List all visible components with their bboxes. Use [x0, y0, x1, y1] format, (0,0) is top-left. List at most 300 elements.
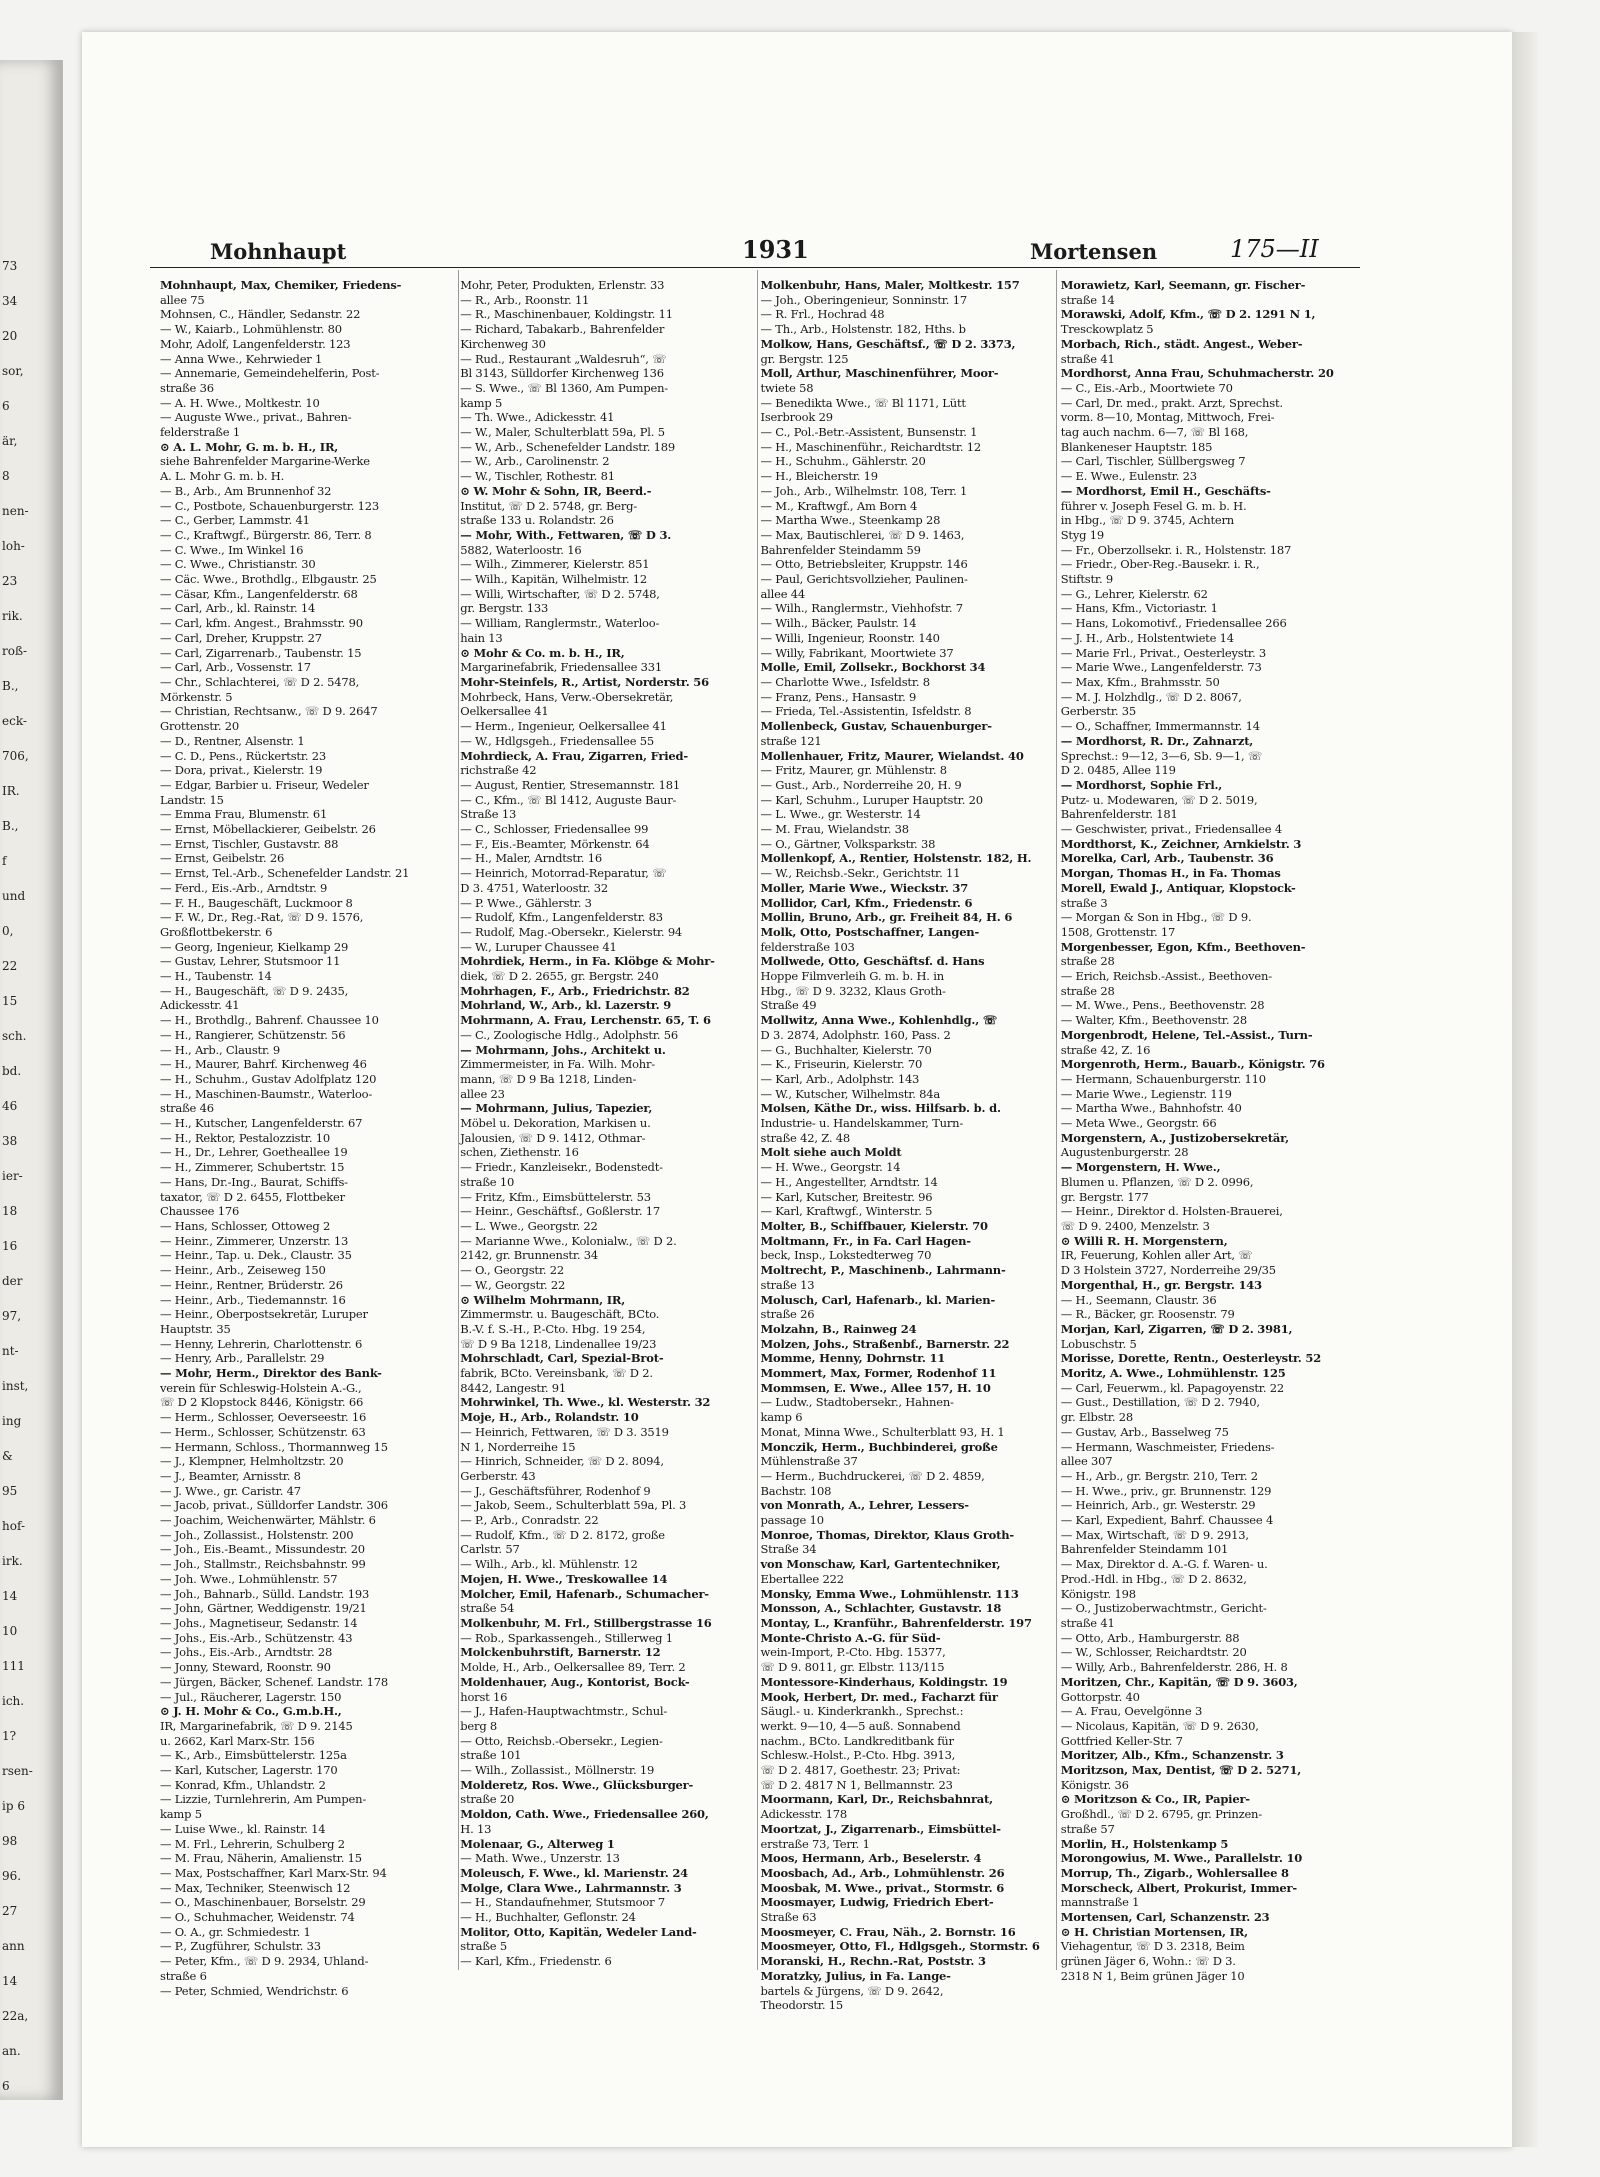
left-page-fragment: är,	[2, 434, 18, 448]
directory-entry: Mollwede, Otto, Geschäftsf. d. Hans	[760, 954, 985, 969]
left-page-fragment: 16	[2, 1239, 18, 1253]
directory-entry: A. L. Mohr G. m. b. H.	[160, 469, 285, 484]
directory-entry: in Hbg., ☏ D 9. 3745, Achtern	[1060, 513, 1235, 528]
directory-entry: — Wilh., Bäcker, Paulstr. 14	[760, 616, 917, 631]
directory-entry: Institut, ☏ D 2. 5748, gr. Berg-	[460, 498, 637, 513]
directory-entry: Molkenbuhr, Hans, Maler, Moltkestr. 157	[760, 278, 1020, 292]
directory-entry: — Rudolf, Mag.-Obersekr., Kielerstr. 94	[460, 924, 683, 939]
directory-entry: Mojen, H. Wwe., Treskowallee 14	[460, 1571, 668, 1586]
column-2	[460, 278, 754, 1978]
directory-entry: Moritzen, Chr., Kapitän, ☏ D 9. 3603,	[1060, 1674, 1298, 1689]
column-1	[160, 278, 454, 1998]
directory-entry: — Gustav, Arb., Basselweg 75	[1060, 1424, 1229, 1439]
directory-entry: Moltmann, Fr., in Fa. Carl Hagen-	[760, 1233, 971, 1248]
directory-entry: Molge, Clara Wwe., Lahrmannstr. 3	[460, 1880, 682, 1895]
directory-entry: — Mordhorst, Sophie Frl.,	[1060, 777, 1223, 792]
directory-entry: Morelka, Carl, Arb., Taubenstr. 36	[1060, 851, 1274, 866]
directory-entry: — Fr., Oberzollsekr. i. R., Holstenstr. 187	[1060, 542, 1292, 557]
directory-entry: Grottenstr. 20	[160, 719, 239, 734]
directory-entry: B.-V. f. S.-H., P.-Cto. Hbg. 19 254,	[460, 1321, 646, 1336]
directory-entry: Zimmermeister, in Fa. Wilh. Mohr-	[460, 1057, 655, 1072]
directory-entry: Mühlenstraße 37	[760, 1454, 858, 1469]
left-page-fragment: 10	[2, 1624, 18, 1638]
directory-entry: straße 20	[460, 1792, 515, 1807]
directory-entry: Moratzky, Julius, in Fa. Lange-	[760, 1968, 951, 1983]
directory-entry: straße 5	[460, 1939, 507, 1954]
directory-entry: — Herm., Buchdruckerei, ☏ D 2. 4859,	[760, 1468, 985, 1483]
directory-entry: — Wilh., Kapitän, Wilhelmistr. 12	[460, 572, 647, 587]
directory-entry: — H., Maurer, Bahrf. Kirchenweg 46	[160, 1057, 367, 1072]
page-header	[150, 233, 1360, 268]
directory-entry: Morell, Ewald J., Antiquar, Klopstock-	[1060, 880, 1296, 895]
directory-entry: — H., Angestellter, Arndtstr. 14	[760, 1174, 938, 1189]
directory-entry: Bahrenfelder Steindamm 59	[760, 542, 921, 557]
left-page-fragment: hof-	[2, 1519, 26, 1533]
directory-entry: — C., Eis.-Arb., Moortwiete 70	[1060, 380, 1233, 395]
directory-entry: — L. Wwe., gr. Westerstr. 14	[760, 807, 921, 822]
directory-entry: — Carl, Feuerwm., kl. Papagoyenstr. 22	[1060, 1380, 1284, 1395]
directory-entry: — Jacob, privat., Sülldorfer Landstr. 306	[160, 1498, 388, 1513]
directory-entry: — B., Arb., Am Brunnenhof 32	[160, 483, 332, 498]
directory-entry: Moll, Arthur, Maschinenführer, Moor-	[760, 366, 999, 381]
directory-entry: — Gust., Destillation, ☏ D 2. 7940,	[1060, 1395, 1260, 1410]
directory-entry: — H., Seemann, Claustr. 36	[1060, 1292, 1217, 1307]
directory-entry: straße 41	[1060, 1615, 1115, 1630]
directory-entry: Säugl.- u. Kinderkrankh., Sprechst.:	[760, 1704, 964, 1719]
directory-entry: — Peter, Kfm., ☏ D 9. 2934, Uhland-	[160, 1954, 369, 1969]
directory-entry: — Mohrmann, Julius, Tapezier,	[460, 1101, 653, 1116]
directory-entry: — Henry, Arb., Parallelstr. 29	[160, 1351, 325, 1366]
directory-entry: Morgan, Thomas H., in Fa. Thomas	[1060, 866, 1281, 881]
directory-entry: straße 57	[1060, 1821, 1115, 1836]
directory-entry: straße 13	[760, 1277, 815, 1292]
directory-entry: Morgenbesser, Egon, Kfm., Beethoven-	[1060, 939, 1306, 954]
directory-entry: — Heinr., Tap. u. Dek., Claustr. 35	[160, 1248, 352, 1263]
directory-entry: — O., Justizoberwachtmstr., Gericht-	[1060, 1601, 1267, 1616]
directory-entry: Molk, Otto, Postschaffner, Langen-	[760, 924, 980, 939]
directory-entry: Morisse, Dorette, Rentn., Oesterleystr. 52	[1060, 1351, 1321, 1366]
directory-entry: — W., Georgstr. 22	[460, 1277, 566, 1292]
directory-entry: straße 26	[760, 1307, 815, 1322]
directory-entry: — Hans, Lokomotivf., Friedensallee 266	[1060, 616, 1287, 631]
directory-entry: Margarinefabrik, Friedensallee 331	[460, 660, 662, 675]
directory-entry: Molkow, Hans, Geschäftsf., ☏ D 2. 3373,	[760, 336, 1016, 351]
directory-entry: richstraße 42	[460, 763, 537, 778]
left-page-fragment: 111	[2, 1659, 25, 1673]
directory-entry: Hauptstr. 35	[160, 1321, 231, 1336]
directory-entry: Molt siehe auch Moldt	[760, 1145, 902, 1160]
directory-entry: Moosmeyer, C. Frau, Näh., 2. Bornstr. 16	[760, 1924, 1016, 1939]
directory-entry: — Wilh., Zimmerer, Kielerstr. 851	[460, 557, 650, 572]
left-page-fragment: rik.	[2, 609, 23, 623]
left-page-fragment: ing	[2, 1414, 22, 1428]
directory-entry: vorm. 8—10, Montag, Mittwoch, Frei-	[1060, 410, 1275, 425]
directory-entry: — Marie Frl., Privat., Oesterleystr. 3	[1060, 645, 1266, 660]
directory-entry: Moritz, A. Wwe., Lohmühlenstr. 125	[1060, 1366, 1286, 1381]
left-page-fragment: 6	[2, 399, 10, 413]
left-page-fragment: eck-	[2, 714, 27, 728]
directory-entry: — K., Arb., Eimsbüttelerstr. 125a	[160, 1748, 347, 1763]
directory-entry: H. 13	[460, 1821, 492, 1836]
left-page-fragment: 8	[2, 469, 10, 483]
directory-entry: — C., Kraftwgf., Bürgerstr. 86, Terr. 8	[160, 527, 372, 542]
directory-entry: — Max, Wirtschaft, ☏ D 9. 2913,	[1060, 1527, 1249, 1542]
directory-entry: Monczik, Herm., Buchbinderei, große	[760, 1439, 998, 1454]
directory-entry: — Walter, Kfm., Beethovenstr. 28	[1060, 1013, 1247, 1028]
directory-entry: — C., Zoologische Hdlg., Adolphstr. 56	[460, 1027, 678, 1042]
directory-entry: — Hinrich, Schneider, ☏ D 2. 8094,	[460, 1454, 664, 1469]
left-page-fragment: 38	[2, 1134, 18, 1148]
directory-entry: Hbg., ☏ D 9. 3232, Klaus Groth-	[760, 983, 946, 998]
directory-entry: gr. Elbstr. 28	[1060, 1410, 1133, 1425]
left-page-fragment: loh-	[2, 539, 25, 553]
directory-entry: — Meta Wwe., Georgstr. 66	[1060, 1116, 1217, 1131]
directory-entry: tag auch nachm. 6—7, ☏ Bl 168,	[1060, 425, 1249, 440]
directory-entry: — W., Schlosser, Reichardtstr. 20	[1060, 1645, 1247, 1660]
directory-entry: erstraße 73, Terr. 1	[760, 1836, 870, 1851]
directory-entry: — Joh., Zollassist., Holstenstr. 200	[160, 1527, 354, 1542]
directory-entry: Molcher, Emil, Hafenarb., Schumacher-	[460, 1586, 709, 1601]
directory-entry: kamp 6	[760, 1410, 803, 1425]
directory-entry: straße 121	[760, 733, 822, 748]
directory-entry: — Karl, Expedient, Bahrf. Chaussee 4	[1060, 1513, 1274, 1528]
directory-entry: Molle, Emil, Zollsekr., Bockhorst 34	[760, 660, 986, 675]
directory-entry: — Willi, Ingenieur, Roonstr. 140	[760, 630, 940, 645]
directory-entry: Styg 19	[1060, 527, 1104, 542]
directory-entry: — Ludw., Stadtobersekr., Hahnen-	[760, 1395, 954, 1410]
directory-entry: — Heinr., Arb., Tiedemannstr. 16	[160, 1292, 346, 1307]
directory-entry: — Willi, Wirtschafter, ☏ D 2. 5748,	[460, 586, 660, 601]
directory-entry: — Heinr., Arb., Zeiseweg 150	[160, 1263, 326, 1278]
column-3	[760, 278, 1055, 2013]
directory-entry: — Mordhorst, R. Dr., Zahnarzt,	[1060, 733, 1254, 748]
left-page-fragment: nen-	[2, 504, 29, 518]
directory-entry: — Johs., Magnetiseur, Sedanstr. 14	[160, 1615, 358, 1630]
directory-entry: Ebertallee 222	[760, 1571, 844, 1586]
directory-entry: — Hermann, Schloss., Thormannweg 15	[160, 1439, 388, 1454]
directory-entry: — Hermann, Schauenburgerstr. 110	[1060, 1071, 1266, 1086]
directory-entry: Mohrschladt, Carl, Spezial-Brot-	[460, 1351, 664, 1366]
directory-entry: — Nicolaus, Kapitän, ☏ D 9. 2630,	[1060, 1718, 1259, 1733]
directory-entry: ⊙ Moritzson & Co., IR, Papier-	[1060, 1792, 1250, 1807]
directory-entry: — Carl, Zigarrenarb., Taubenstr. 15	[160, 645, 362, 660]
left-page-fragment: 96.	[2, 1869, 22, 1883]
directory-entry: — Joh. Wwe., Lohmühlenstr. 57	[160, 1571, 338, 1586]
directory-entry: — Rudolf, Kfm., ☏ D 2. 8172, große	[460, 1527, 665, 1542]
directory-entry: Molusch, Carl, Hafenarb., kl. Marien-	[760, 1292, 996, 1307]
directory-entry: Morawietz, Karl, Seemann, gr. Fischer-	[1060, 278, 1306, 292]
directory-entry: — F. H., Baugeschäft, Luckmoor 8	[160, 895, 353, 910]
directory-entry: — William, Ranglermstr., Waterloo-	[460, 616, 660, 631]
directory-entry: — H., Maschinenführ., Reichardtstr. 12	[760, 439, 982, 454]
directory-entry: Moje, H., Arb., Rolandstr. 10	[460, 1410, 639, 1425]
directory-entry: — W., Arb., Schenefelder Landstr. 189	[460, 439, 675, 454]
directory-entry: ☏ D 2 Klopstock 8446, Königstr. 66	[160, 1395, 364, 1410]
left-page-fragment: 14	[2, 1974, 18, 1988]
directory-entry: hain 13	[460, 630, 503, 645]
left-page-fragment: roß-	[2, 644, 28, 658]
directory-entry: — Franz, Pens., Hansastr. 9	[760, 689, 917, 704]
directory-entry: — D., Rentner, Alsenstr. 1	[160, 733, 305, 748]
directory-entry: Monroe, Thomas, Direktor, Klaus Groth-	[760, 1527, 1014, 1542]
directory-entry: — J., Beamter, Arnisstr. 8	[160, 1468, 301, 1483]
year: 1931	[742, 235, 809, 264]
directory-entry: — Otto, Arb., Hamburgerstr. 88	[1060, 1630, 1240, 1645]
left-page-edge	[0, 60, 63, 2100]
directory-entry: straße 10	[460, 1174, 515, 1189]
directory-entry: D 3. 4751, Waterloostr. 32	[460, 880, 608, 895]
directory-entry: Viehagentur, ☏ D 3. 2318, Beim	[1060, 1939, 1245, 1954]
left-page-fragment: an.	[2, 2044, 21, 2058]
directory-entry: Straße 13	[460, 807, 517, 822]
directory-entry: werkt. 9—10, 4—5 auß. Sonnabend	[760, 1718, 961, 1733]
directory-entry: — Joh., Eis.-Beamt., Missundestr. 20	[160, 1542, 365, 1557]
directory-entry: u. 2662, Karl Marx-Str. 156	[160, 1733, 315, 1748]
directory-entry: Moldenhauer, Aug., Kontorist, Bock-	[460, 1674, 690, 1689]
directory-entry: — H., Rektor, Pestalozzistr. 10	[160, 1130, 330, 1145]
directory-entry: — H., Arb., gr. Bergstr. 210, Terr. 2	[1060, 1468, 1258, 1483]
directory-entry: grünen Jäger 6, Wohn.: ☏ D 3.	[1060, 1954, 1236, 1969]
directory-entry: Morgenroth, Herm., Bauarb., Königstr. 76	[1060, 1057, 1325, 1072]
directory-entry: Chaussee 176	[160, 1204, 240, 1219]
directory-entry: Mommsen, E. Wwe., Allee 157, H. 10	[760, 1380, 991, 1395]
directory-entry: 2142, gr. Brunnenstr. 34	[460, 1248, 599, 1263]
directory-entry: ⊙ H. Christian Mortensen, IR,	[1060, 1924, 1248, 1939]
directory-entry: Montessore-Kinderhaus, Koldingstr. 19	[760, 1674, 1008, 1689]
directory-entry: Hoppe Filmverleih G. m. b. H. in	[760, 969, 944, 984]
directory-entry: straße 41	[1060, 351, 1115, 366]
directory-entry: Monat, Minna Wwe., Schulterblatt 93, H. 1	[760, 1424, 1005, 1439]
directory-entry: fabrik, BCto. Vereinsbank, ☏ D 2.	[460, 1366, 653, 1381]
left-page-fragment: 73	[2, 259, 18, 273]
directory-entry: — Frieda, Tel.-Assistentin, Isfeldstr. 8	[760, 704, 972, 719]
directory-entry: Mollin, Bruno, Arb., gr. Freiheit 84, H. 6	[760, 910, 1013, 925]
directory-entry: Moldon, Cath. Wwe., Friedensallee 260,	[460, 1807, 709, 1822]
directory-entry: Landstr. 15	[160, 792, 224, 807]
directory-entry: Carlstr. 57	[460, 1542, 520, 1557]
directory-entry: — P. Wwe., Gählerstr. 3	[460, 895, 592, 910]
directory-entry: — Ferd., Eis.-Arb., Arndtstr. 9	[160, 880, 328, 895]
directory-entry: Gottorpstr. 40	[1060, 1689, 1140, 1704]
directory-entry: Mohnhaupt, Max, Chemiker, Friedens-	[160, 278, 402, 292]
directory-entry: 1508, Grottenstr. 17	[1060, 924, 1176, 939]
directory-entry: gr. Bergstr. 177	[1060, 1189, 1149, 1204]
directory-entry: Zimmermstr. u. Baugeschäft, BCto.	[460, 1307, 660, 1322]
directory-entry: allee 75	[160, 292, 205, 307]
directory-entry: — C. Wwe., Im Winkel 16	[160, 542, 304, 557]
directory-entry: — August, Rentier, Stresemannstr. 181	[460, 777, 680, 792]
directory-entry: — Joachim, Weichenwärter, Mählstr. 6	[160, 1513, 376, 1528]
directory-entry: Morjan, Karl, Zigarren, ☏ D 2. 3981,	[1060, 1321, 1293, 1336]
directory-entry: — Jürgen, Bäcker, Schenef. Landstr. 178	[160, 1674, 389, 1689]
directory-entry: — Morgenstern, H. Wwe.,	[1060, 1160, 1221, 1175]
directory-entry: kamp 5	[460, 395, 503, 410]
directory-entry: von Monschaw, Karl, Gartentechniker,	[760, 1557, 1001, 1572]
directory-entry: Mohrdieck, A. Frau, Zigarren, Fried-	[460, 748, 688, 763]
directory-entry: Mohnsen, C., Händler, Sedanstr. 22	[160, 307, 361, 322]
directory-entry: straße 28	[1060, 983, 1115, 998]
directory-entry: schen, Ziethenstr. 16	[460, 1145, 579, 1160]
directory-entry: — Mohr, Herm., Direktor des Bank-	[160, 1366, 382, 1381]
directory-entry: Mortensen, Carl, Schanzenstr. 23	[1060, 1910, 1270, 1925]
directory-entry: Morrup, Th., Zigarb., Wohlersallee 8	[1060, 1865, 1289, 1880]
directory-entry: — Fritz, Kfm., Eimsbüttelerstr. 53	[460, 1189, 651, 1204]
directory-entry: Möbel u. Dekoration, Markisen u.	[460, 1116, 651, 1131]
directory-entry: Blankeneser Hauptstr. 185	[1060, 439, 1213, 454]
directory-entry: — Friedr., Kanzleisekr., Bodenstedt-	[460, 1160, 663, 1175]
directory-entry: Augustenburgerstr. 28	[1060, 1145, 1189, 1160]
directory-entry: — Willy, Fabrikant, Moortwiete 37	[760, 645, 954, 660]
directory-entry: Molkenbuhr, M. Frl., Stillbergstrasse 16	[460, 1615, 712, 1630]
directory-entry: — Mohrmann, Johs., Architekt u.	[460, 1042, 666, 1057]
directory-entry: Molter, B., Schiffbauer, Kielerstr. 70	[760, 1219, 988, 1233]
directory-entry: — Karl, Kutscher, Breitestr. 96	[760, 1189, 933, 1204]
directory-entry: Moos, Hermann, Arb., Beselerstr. 4	[760, 1851, 982, 1866]
directory-entry: — P., Arb., Conradstr. 22	[460, 1513, 599, 1528]
directory-entry: — R. Frl., Hochrad 48	[760, 307, 885, 322]
directory-entry: — J., Hafen-Hauptwachtmstr., Schul-	[460, 1704, 668, 1719]
directory-entry: — Fritz, Maurer, gr. Mühlenstr. 8	[760, 763, 947, 778]
directory-entry: — M. Frau, Wielandstr. 38	[760, 822, 909, 837]
left-page-fragment: f	[2, 854, 7, 868]
directory-entry: Blumen u. Pflanzen, ☏ D 2. 0996,	[1060, 1174, 1254, 1189]
left-page-fragment: 22	[2, 959, 18, 973]
directory-entry: Bahrenfelderstr. 181	[1060, 807, 1178, 822]
left-page-fragment: 27	[2, 1904, 18, 1918]
directory-entry: Morawski, Adolf, Kfm., ☏ D 2. 1291 N 1,	[1060, 307, 1316, 322]
directory-entry: — W., Maler, Schulterblatt 59a, Pl. 5	[460, 425, 665, 440]
column-rule	[458, 270, 459, 1970]
directory-entry: allee 307	[1060, 1454, 1113, 1469]
directory-entry: — Paul, Gerichtsvollzieher, Paulinen-	[760, 572, 968, 587]
directory-entry: — Herm., Schlosser, Schützenstr. 63	[160, 1424, 366, 1439]
directory-entry: — Georg, Ingenieur, Kielkamp 29	[160, 939, 349, 954]
left-page-fragment: 14	[2, 1589, 18, 1603]
directory-entry: — Mordhorst, Emil H., Geschäfts-	[1060, 483, 1271, 498]
directory-entry: Tresckowplatz 5	[1060, 322, 1154, 337]
directory-entry: — C., Pol.-Betr.-Assistent, Bunsenstr. 1	[760, 425, 978, 440]
column-4	[1060, 278, 1355, 1983]
directory-entry: bartels & Jürgens, ☏ D 9. 2642,	[760, 1983, 944, 1998]
directory-entry: Mollenkopf, A., Rentier, Holstenstr. 182, H.	[760, 851, 1032, 866]
directory-entry: — Wilh., Arb., kl. Mühlenstr. 12	[460, 1557, 638, 1572]
left-page-fragment: und	[2, 889, 26, 903]
directory-entry: D 2. 0485, Allee 119	[1060, 763, 1176, 778]
directory-entry: Adickesstr. 178	[760, 1807, 847, 1822]
directory-entry: mann, ☏ D 9 Ba 1218, Linden-	[460, 1071, 637, 1086]
directory-entry: — Otto, Betriebsleiter, Kruppstr. 146	[760, 557, 968, 572]
directory-entry: — H., Dr., Lehrer, Goetheallee 19	[160, 1145, 348, 1160]
directory-entry: — F. W., Dr., Reg.-Rat, ☏ D 9. 1576,	[160, 910, 364, 925]
directory-entry: — Gust., Arb., Norderreihe 20, H. 9	[760, 777, 962, 792]
directory-entry: — W., Kutscher, Wilhelmstr. 84a	[760, 1086, 941, 1101]
directory-entry: felderstraße 1	[160, 425, 240, 440]
directory-entry: — M. Frl., Lehrerin, Schulberg 2	[160, 1836, 345, 1851]
directory-entry: — Christian, Rechtsanw., ☏ D 9. 2647	[160, 704, 378, 719]
directory-entry: beck, Insp., Lokstedterweg 70	[760, 1248, 932, 1263]
directory-entry: — Rudolf, Kfm., Langenfelderstr. 83	[460, 910, 663, 925]
directory-entry: — Hans, Kfm., Victoriastr. 1	[1060, 601, 1218, 616]
left-page-fragment: 706,	[2, 749, 29, 763]
directory-entry: Monte-Christo A.-G. für Süd-	[760, 1630, 941, 1645]
directory-entry: — C., Postbote, Schauenburgerstr. 123	[160, 498, 380, 513]
directory-entry: Mook, Herbert, Dr. med., Facharzt für	[760, 1689, 998, 1704]
directory-entry: Mollenhauer, Fritz, Maurer, Wielandst. 40	[760, 748, 1024, 763]
directory-entry: — Joh., Bahnarb., Sülld. Landstr. 193	[160, 1586, 370, 1601]
directory-entry: — Carl, Tischler, Süllbergsweg 7	[1060, 454, 1246, 469]
directory-entry: — Willy, Arb., Bahrenfelderstr. 286, H. 8	[1060, 1660, 1288, 1675]
directory-entry: IR, Margarinefabrik, ☏ D 9. 2145	[160, 1718, 353, 1733]
directory-entry: Industrie- u. Handelskammer, Turn-	[760, 1116, 964, 1131]
directory-entry: straße 36	[160, 380, 214, 395]
directory-entry: — C. D., Pens., Rückertstr. 23	[160, 748, 327, 763]
left-page-fragment: sor,	[2, 364, 24, 378]
directory-entry: — Max, Kfm., Brahmsstr. 50	[1060, 674, 1220, 689]
directory-entry: Jalousien, ☏ D 9. 1412, Othmar-	[460, 1130, 646, 1145]
directory-entry: mannstraße 1	[1060, 1895, 1140, 1910]
directory-entry: — Heinrich, Fettwaren, ☏ D 3. 3519	[460, 1424, 669, 1439]
directory-entry: — Annemarie, Gemeindehelferin, Post-	[160, 366, 380, 381]
right-catchword: Mortensen	[1030, 239, 1158, 264]
left-page-fragment: bd.	[2, 1064, 22, 1078]
directory-entry: — Heinrich, Motorrad-Reparatur, ☏	[460, 866, 667, 881]
directory-entry: — Mohr, With., Fettwaren, ☏ D 3.	[460, 527, 672, 542]
directory-entry: — Karl, Kutscher, Lagerstr. 170	[160, 1763, 338, 1778]
directory-entry: Bahrenfelder Steindamm 101	[1060, 1542, 1229, 1557]
directory-entry: — J., Klempner, Helmholtzstr. 20	[160, 1454, 344, 1469]
directory-entry: — H., Brothdlg., Bahrenf. Chaussee 10	[160, 1013, 379, 1028]
directory-entry: Theodorstr. 15	[760, 1998, 843, 2013]
directory-entry: — M. Frau, Näherin, Amalienstr. 15	[160, 1851, 362, 1866]
left-page-fragment: 95	[2, 1484, 18, 1498]
directory-entry: D 3. 2874, Adolphstr. 160, Pass. 2	[760, 1027, 951, 1042]
left-page-fragment: 97,	[2, 1309, 22, 1323]
directory-entry: Morlin, H., Holstenkamp 5	[1060, 1836, 1229, 1851]
left-page-fragment: ip 6	[2, 1799, 25, 1813]
left-page-fragment: 0,	[2, 924, 14, 938]
directory-entry: horst 16	[460, 1689, 508, 1704]
directory-entry: — Hermann, Waschmeister, Friedens-	[1060, 1439, 1275, 1454]
directory-entry: Monsson, A., Schlachter, Gustavstr. 18	[760, 1601, 1002, 1616]
directory-entry: — Anna Wwe., Kehrwieder 1	[160, 351, 323, 366]
directory-entry: — Richard, Tabakarb., Bahrenfelder	[460, 322, 665, 337]
directory-entry: Mohrmann, A. Frau, Lerchenstr. 65, T. 6	[460, 1013, 711, 1028]
directory-entry: Moritzer, Alb., Kfm., Schanzenstr. 3	[1060, 1748, 1284, 1763]
directory-entry: Morbach, Rich., städt. Angest., Weber-	[1060, 336, 1303, 351]
directory-entry: — G., Buchhalter, Kielerstr. 70	[760, 1042, 932, 1057]
directory-entry: — H., Zimmerer, Schubertstr. 15	[160, 1160, 345, 1175]
directory-entry: Stiftstr. 9	[1060, 572, 1113, 587]
directory-entry: — Otto, Reichsb.-Obersekr., Legien-	[460, 1733, 663, 1748]
directory-entry: — Peter, Schmied, Wendrichstr. 6	[160, 1983, 349, 1998]
directory-entry: — Th., Arb., Holstenstr. 182, Hths. b	[760, 322, 966, 337]
directory-entry: ☏ D 9 Ba 1218, Lindenallee 19/23	[460, 1336, 657, 1351]
left-page-fragment: 34	[2, 294, 18, 308]
directory-entry: — Jakob, Seem., Schulterblatt 59a, Pl. 3	[460, 1498, 687, 1513]
directory-entry: — H., Arb., Claustr. 9	[160, 1042, 281, 1057]
directory-entry: Morgenbrodt, Helene, Tel.-Assist., Turn-	[1060, 1027, 1313, 1042]
left-page-fragment: 1?	[2, 1729, 17, 1743]
directory-entry: — Rob., Sparkassengeh., Stillerweg 1	[460, 1630, 673, 1645]
directory-entry: felderstraße 103	[760, 939, 855, 954]
directory-entry: — O., Schaffner, Immermannstr. 14	[1060, 719, 1260, 734]
left-page-fragment: ier-	[2, 1169, 23, 1183]
directory-entry: führer v. Joseph Fesel G. m. b. H.	[1060, 498, 1247, 513]
directory-entry: Molde, H., Arb., Oelkersallee 89, Terr. 2	[460, 1660, 686, 1675]
directory-entry: — C., Schlosser, Friedensallee 99	[460, 822, 649, 837]
directory-entry: — Morgan & Son in Hbg., ☏ D 9.	[1060, 910, 1252, 925]
left-page-fragment: 22a,	[2, 2009, 29, 2023]
